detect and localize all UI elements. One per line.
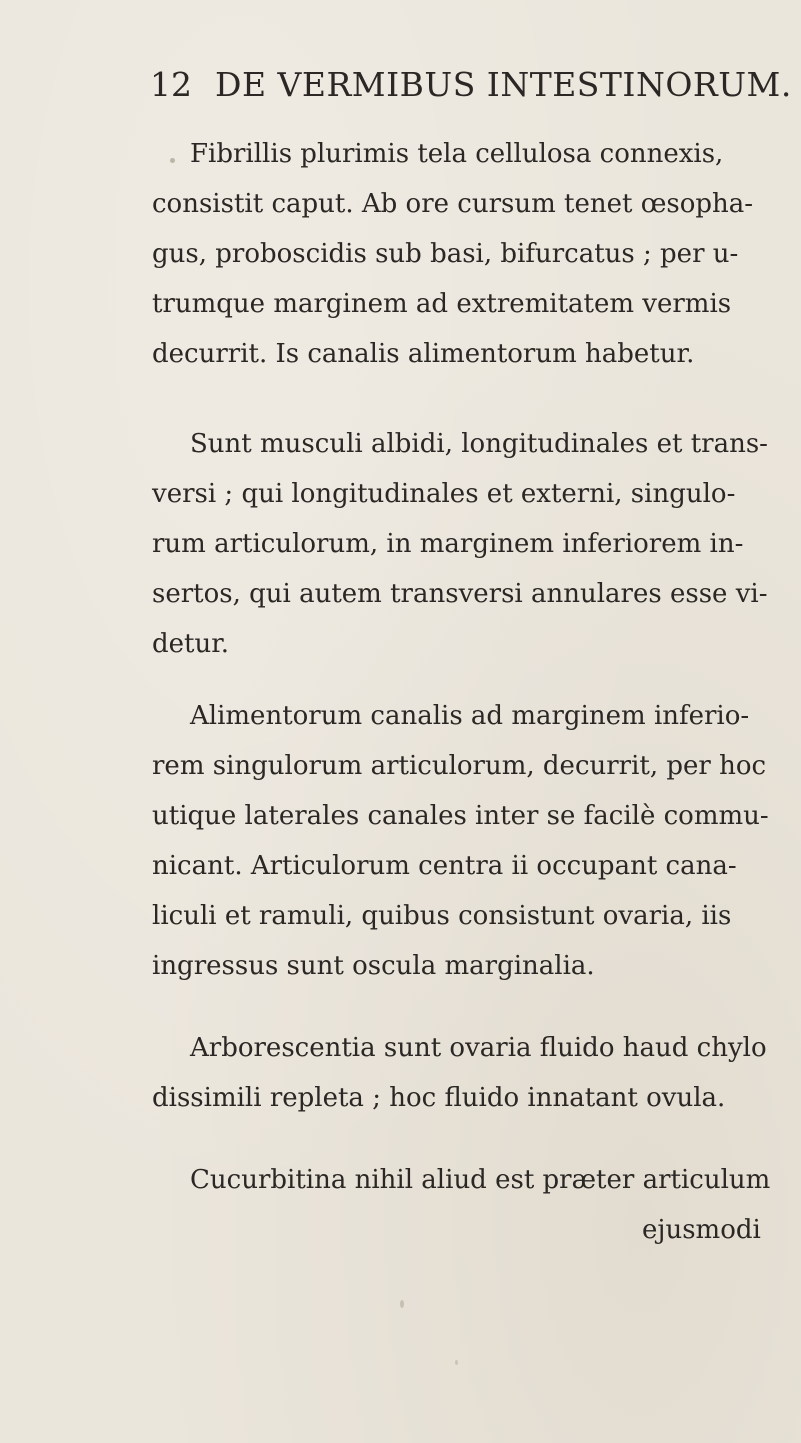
text-line: trumque marginem ad extremitatem vermis	[152, 289, 732, 319]
text-line: decurrit. Is canalis alimentorum habetur.	[152, 339, 695, 369]
text-line: dissimili repleta ; hoc fluido innatant ovula.	[152, 1083, 726, 1113]
text-line: consistit caput. Ab ore cursum tenet œsopha-	[152, 189, 754, 219]
page-number: 12	[150, 65, 192, 104]
text-line: sertos, qui autem transversi annulares esse vi-	[152, 579, 768, 609]
text-line: Cucurbitina nihil aliud est præter articulum	[190, 1165, 771, 1195]
text-line: utique laterales canales inter se facilè commu-	[152, 801, 769, 831]
text-line: detur.	[152, 629, 230, 659]
text-line: versi ; qui longitudinales et externi, singulo-	[152, 479, 736, 509]
text-line: Alimentorum canalis ad marginem inferio-	[190, 701, 750, 731]
running-title: DE VERMIBUS INTESTINORUM.	[215, 65, 792, 104]
text-line: ingressus sunt oscula marginalia.	[152, 951, 595, 981]
paper-speck	[455, 1360, 458, 1365]
text-line: rem singulorum articulorum, decurrit, per hoc	[152, 751, 767, 781]
paper-speck	[170, 158, 175, 163]
text-line: gus, proboscidis sub basi, bifurcatus ; per u-	[152, 239, 739, 269]
catchword: ejusmodi	[642, 1215, 761, 1245]
text-line: nicant. Articulorum centra ii occupant cana-	[152, 851, 737, 881]
text-line: Arborescentia sunt ovaria fluido haud chylo	[190, 1033, 767, 1063]
text-line: Sunt musculi albidi, longitudinales et trans-	[190, 429, 768, 459]
text-line: rum articulorum, in marginem inferiorem in-	[152, 529, 744, 559]
paper-speck	[400, 1300, 404, 1308]
page-header	[0, 60, 801, 110]
text-line: liculi et ramuli, quibus consistunt ovaria, iis	[152, 901, 732, 931]
text-line: Fibrillis plurimis tela cellulosa connexis,	[190, 139, 724, 169]
